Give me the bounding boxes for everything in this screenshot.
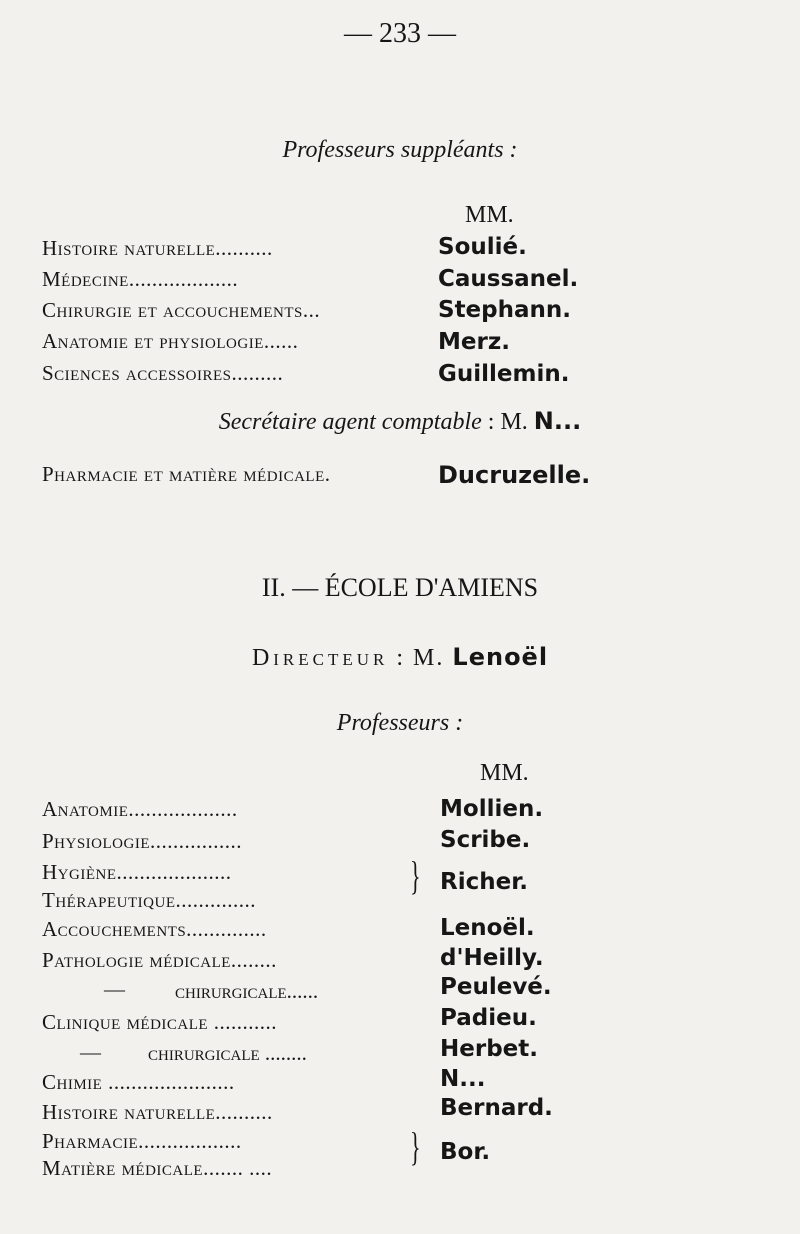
suppleant-name-5: Guillemin. bbox=[438, 361, 570, 387]
professor-label-6: Pathologie médicale........ bbox=[42, 948, 277, 972]
professor-label-9: chirurgicale ........ bbox=[148, 1041, 307, 1065]
professor-name-9: Herbet. bbox=[440, 1036, 538, 1062]
secretary-line bbox=[0, 407, 800, 436]
professor-name-10: N... bbox=[440, 1066, 486, 1092]
secretary-name: N... bbox=[533, 407, 582, 435]
professor-name-8: Padieu. bbox=[440, 1005, 537, 1031]
pharmacie-name: Ducruzelle. bbox=[438, 461, 591, 489]
professor-label-8: Clinique médicale ........... bbox=[42, 1010, 278, 1034]
professor-label-2: Physiologie................ bbox=[42, 829, 242, 853]
professors-heading: Professeurs : bbox=[336, 710, 464, 736]
suppleant-name-2: Caussanel. bbox=[438, 266, 579, 292]
professor-label-13: Matière médicale....... .... bbox=[42, 1156, 273, 1180]
director-line bbox=[0, 643, 800, 672]
professor-name-2: Scribe. bbox=[440, 827, 531, 853]
secretary-label: Secrétaire agent comptable bbox=[218, 409, 482, 435]
professor-name-1: Mollien. bbox=[440, 796, 544, 822]
director-sep: : M. bbox=[388, 645, 453, 671]
professors-mm: MM. bbox=[480, 760, 529, 786]
ditto-dash-2: — bbox=[80, 1040, 101, 1064]
professor-label-7: chirurgicale...... bbox=[175, 979, 319, 1003]
suppleants-heading: Professeurs suppléants : bbox=[282, 137, 518, 163]
professor-label-5: Accouchements.............. bbox=[42, 917, 267, 941]
suppleant-name-1: Soulié. bbox=[438, 234, 527, 260]
professor-label-1: Anatomie................... bbox=[42, 797, 238, 821]
brace-1: } bbox=[410, 853, 421, 898]
secretary-sep: : M. bbox=[481, 409, 534, 435]
professor-name-6: d'Heilly. bbox=[440, 945, 544, 971]
suppleant-name-3: Stephann. bbox=[438, 297, 572, 323]
professor-label-12: Pharmacie.................. bbox=[42, 1129, 242, 1153]
director-name: Lenoël bbox=[452, 643, 549, 671]
director-label: Directeur bbox=[251, 645, 389, 671]
suppleant-label-5: Sciences accessoires......... bbox=[42, 361, 284, 385]
suppleants-mm: MM. bbox=[465, 202, 514, 228]
suppleant-label-2: Médecine................... bbox=[42, 267, 239, 291]
page-number: — 233 — bbox=[344, 18, 456, 49]
professor-name-11: Bernard. bbox=[440, 1095, 553, 1121]
ditto-dash-1: — bbox=[104, 977, 125, 1001]
suppleant-label-1: Histoire naturelle.......... bbox=[42, 236, 273, 260]
brace-2: } bbox=[410, 1124, 421, 1169]
professor-name-5: Lenoël. bbox=[440, 915, 535, 941]
suppleant-label-4: Anatomie et physiologie...... bbox=[42, 329, 299, 353]
suppleant-name-4: Merz. bbox=[438, 329, 510, 355]
school-title: II. — ÉCOLE D'AMIENS bbox=[261, 573, 539, 602]
pharmacie-label: Pharmacie et matière médicale. bbox=[42, 462, 331, 486]
professor-name-7: Peulevé. bbox=[440, 974, 552, 1000]
professor-label-3: Hygiène.................... bbox=[42, 860, 232, 884]
professor-label-10: Chimie ...................... bbox=[42, 1070, 235, 1094]
professor-name-12-13: Bor. bbox=[440, 1139, 491, 1165]
professor-name-3-4: Richer. bbox=[440, 869, 529, 895]
professor-label-4: Thérapeutique.............. bbox=[42, 888, 256, 912]
suppleant-label-3: Chirurgie et accouchements... bbox=[42, 298, 321, 322]
professor-label-11: Histoire naturelle.......... bbox=[42, 1100, 273, 1124]
